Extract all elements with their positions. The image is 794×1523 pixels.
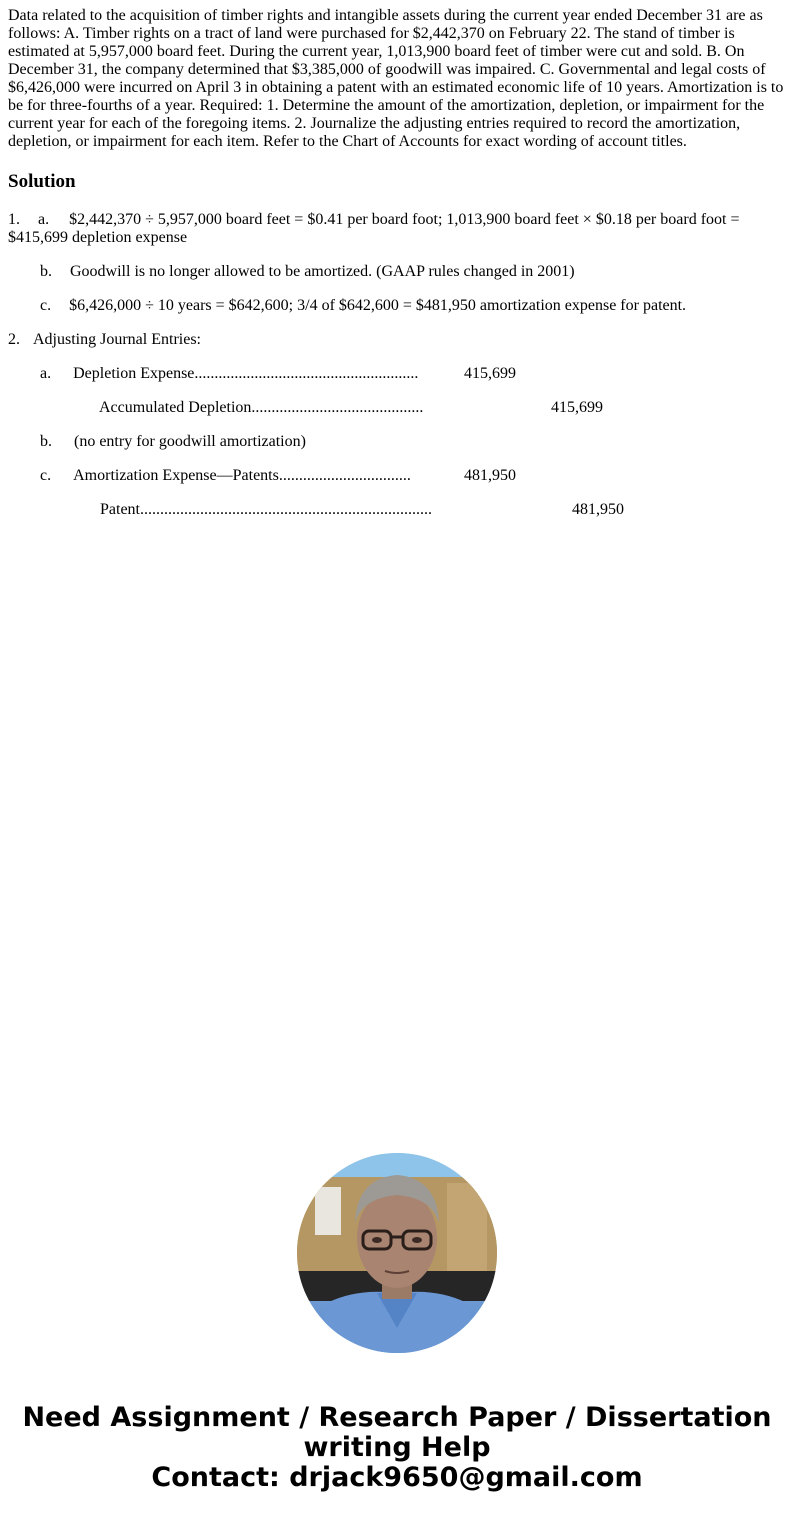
problem-statement: Data related to the acquisition of timber rights and intangible assets during the current year ended December 31 are as follows: A. Timber rights on a tract of land were purchased for $2,442,370 on February 22. The stand of timber is estimated at 5,957,000 board feet. During the current year, 1,013,900 board feet of timber were cut and sold. B. On December 31, the company determined that $3,385,000 of goodwill was impaired. C. Governmental and legal costs of $6,426,000 were incurred on April 3 in obtaining a patent with an estimated economic life of 10 years. Amortization is to be for three-fourths of a year. Required: 1. Determine the amount of the amortization, depletion, or impairment for the current year for each of the foregoing items. 2. Journalize the adjusting entries required to record the amortization, depletion, or impairment for each item. Refer to the Chart of Accounts for exact wording of account titles.: [8, 7, 784, 150]
cta-contact-email: Contact: drjack9650@gmail.com: [151, 1462, 643, 1493]
credit-account: Accumulated Depletion...........................................: [99, 399, 424, 416]
part1-item-c: [40, 297, 686, 315]
entry-b: [40, 433, 306, 451]
credit-amount: 415,699: [551, 399, 603, 416]
person-portrait-icon: [297, 1153, 497, 1353]
item-letter: b.: [40, 263, 52, 280]
item-text: Goodwill is no longer allowed to be amortized. (GAAP rules changed in 2001): [70, 263, 575, 280]
item-text: $2,442,370 ÷ 5,957,000 board feet = $0.41 per board foot; 1,013,900 board feet × $0.18 per board foot = $415,699 depletion expense: [8, 211, 740, 246]
credit-amount: 481,950: [572, 501, 624, 518]
debit-account: Depletion Expense........................................................: [73, 365, 419, 382]
part2-number: 2.: [8, 331, 20, 348]
entry-a-debit: [40, 365, 418, 383]
debit-amount: 415,699: [464, 365, 516, 382]
entry-note: (no entry for goodwill amortization): [74, 433, 306, 450]
part2-title-text: Adjusting Journal Entries:: [33, 331, 201, 348]
part1-number: 1.: [8, 211, 20, 228]
entry-a-credit: [99, 399, 423, 417]
entry-c-debit: [40, 467, 411, 485]
entry-letter: c.: [40, 467, 52, 484]
entry-letter: b.: [40, 433, 52, 450]
part2-title: [8, 331, 201, 349]
debit-account: Amortization Expense—Patents.................................: [73, 467, 411, 484]
author-avatar: [297, 1153, 497, 1353]
entry-letter: a.: [40, 365, 52, 382]
cta-line-2: writing Help: [303, 1432, 491, 1463]
part1-item-b: [40, 263, 575, 281]
cta-line-1: Need Assignment / Research Paper / Dissertation: [22, 1402, 772, 1433]
credit-account: Patent.........................................................................: [100, 501, 432, 518]
entry-c-credit: [100, 501, 432, 519]
item-letter: c.: [40, 297, 52, 314]
debit-amount: 481,950: [464, 467, 516, 484]
solution-heading: Solution: [8, 171, 76, 192]
contact-banner: [0, 1403, 794, 1493]
part1-item-a: [8, 211, 788, 247]
item-text: $6,426,000 ÷ 10 years = $642,600; 3/4 of $642,600 = $481,950 amortization expense for patent.: [69, 297, 687, 314]
item-letter: a.: [38, 211, 50, 228]
